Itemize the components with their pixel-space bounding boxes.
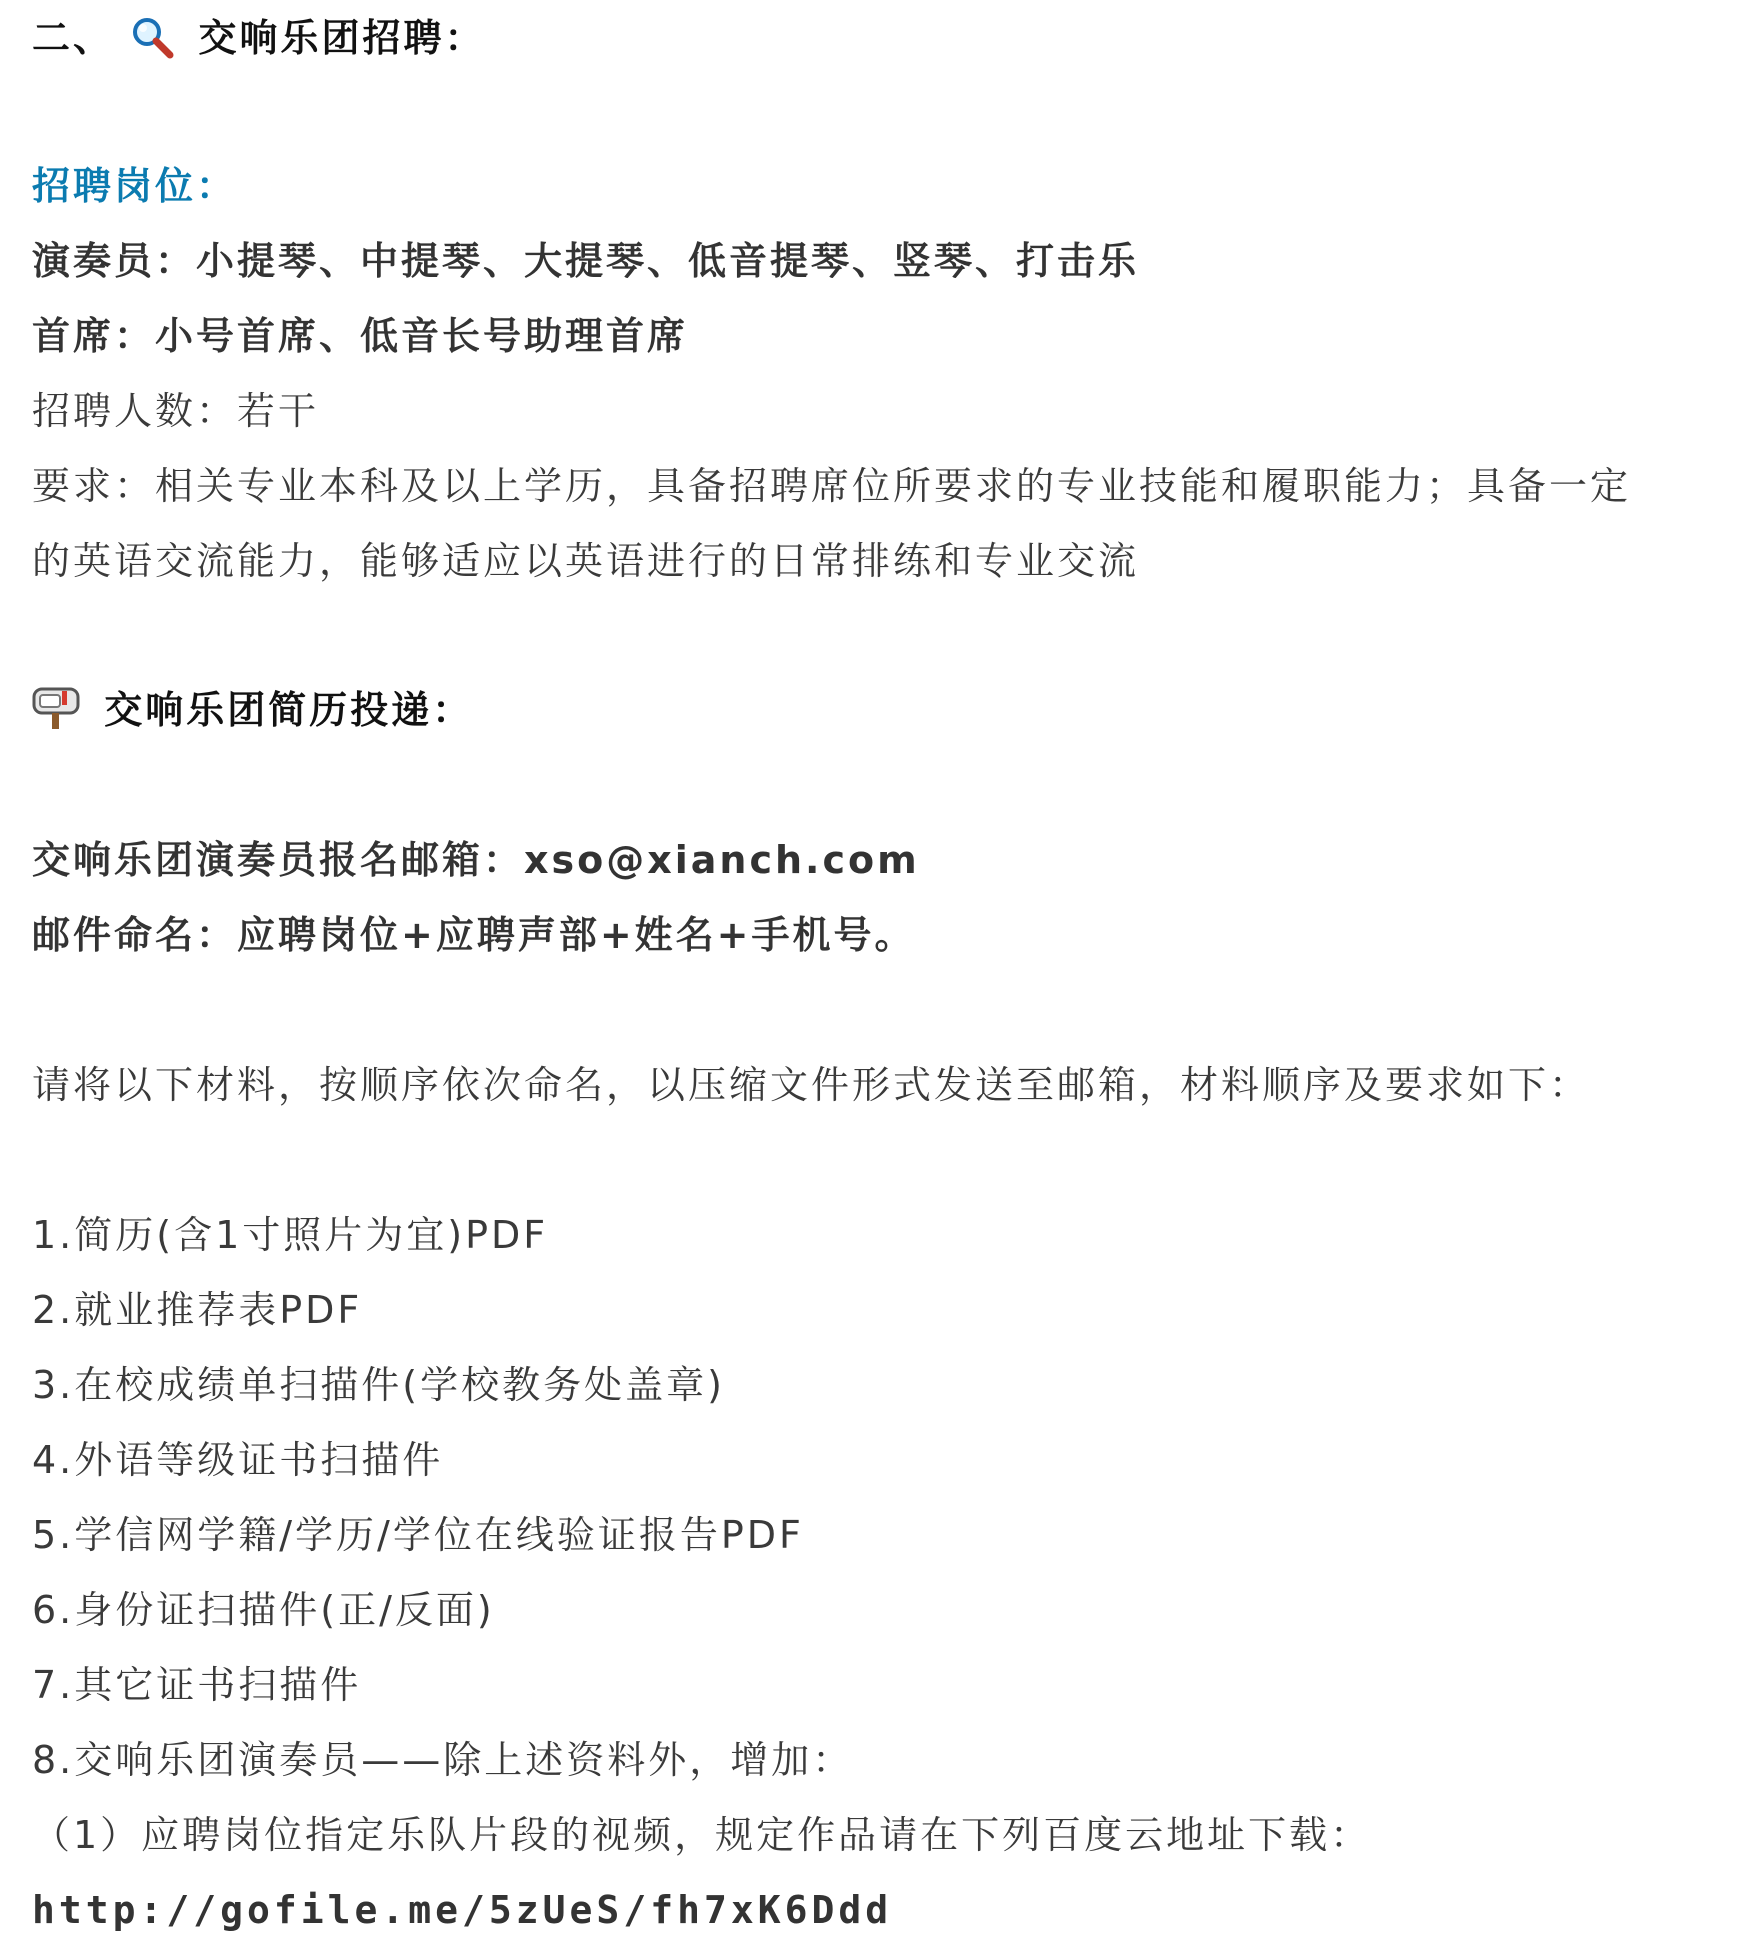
list-item: 2.就业推荐表PDF xyxy=(32,1288,363,1332)
list-item: 1.简历(含1寸照片为宜)PDF xyxy=(32,1213,549,1257)
magnifier-icon xyxy=(130,8,174,84)
positions-label: 招聘岗位： xyxy=(32,164,238,208)
section-title: 交响乐团招聘： xyxy=(198,16,486,60)
instruction-line: 请将以下材料，按顺序依次命名，以压缩文件形式发送至邮箱，材料顺序及要求如下： xyxy=(32,1063,1591,1107)
sub-item-video: （1）应聘岗位指定乐队片段的视频，规定作品请在下列百度云地址下载： xyxy=(32,1813,1372,1857)
mailbox-icon xyxy=(32,680,80,756)
requirement-line-1: 要求：相关专业本科及以上学历，具备招聘席位所要求的专业技能和履职能力；具备一定 xyxy=(32,464,1632,508)
list-item: 8.交响乐团演奏员——除上述资料外，增加： xyxy=(32,1738,854,1782)
list-item: 7.其它证书扫描件 xyxy=(32,1663,362,1707)
section-heading xyxy=(32,0,486,76)
download-link[interactable]: http://gofile.me/5zUeS/fh7xK6Ddd xyxy=(32,1888,893,1932)
resume-heading-text: 交响乐团简历投递： xyxy=(104,688,474,732)
requirement-line-2: 的英语交流能力，能够适应以英语进行的日常排练和专业交流 xyxy=(32,539,1140,583)
principal-line: 首席：小号首席、低音长号助理首席 xyxy=(32,314,689,358)
email-line: 交响乐团演奏员报名邮箱：xso@xianch.com xyxy=(32,838,920,882)
resume-heading xyxy=(32,672,473,748)
list-item: 6.身份证扫描件(正/反面) xyxy=(32,1588,495,1632)
list-item: 5.学信网学籍/学历/学位在线验证报告PDF xyxy=(32,1513,804,1557)
section-number: 二、 xyxy=(32,16,115,60)
list-item: 4.外语等级证书扫描件 xyxy=(32,1438,444,1482)
list-item: 3.在校成绩单扫描件(学校教务处盖章) xyxy=(32,1363,725,1407)
count-line: 招聘人数：若干 xyxy=(32,389,320,433)
naming-line: 邮件命名：应聘岗位+应聘声部+姓名+手机号。 xyxy=(32,913,916,957)
performers-line: 演奏员：小提琴、中提琴、大提琴、低音提琴、竖琴、打击乐 xyxy=(32,239,1140,283)
